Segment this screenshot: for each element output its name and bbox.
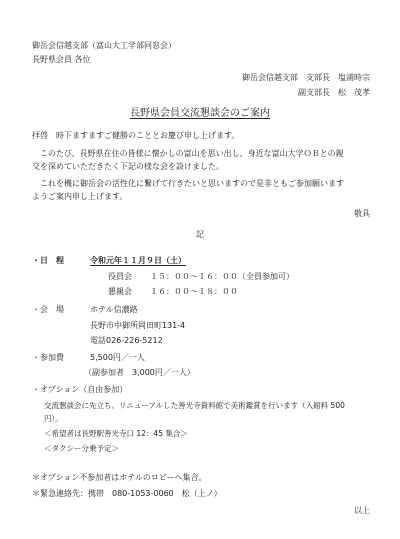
option-label: ・オプション（自由参加） <box>32 385 128 394</box>
date-value: 令和元年１１月９日（土） <box>90 256 186 265</box>
footer-note-1: ＊オプション不参加者はホテルのロビーへ集合。 <box>32 473 207 482</box>
venue-address: 長野市中御所岡田町131-4 <box>90 321 186 330</box>
sender-line-2: 副支部長 松 茂孝 <box>298 88 370 97</box>
footer-note-2: ＊緊急連絡先：携帯 080-1053-0060 松（上ノ） <box>32 489 222 498</box>
fee-note: （副参加者 3,000円／一人） <box>84 368 195 377</box>
greeting: 拝啓 時下ますますご健勝のこととお慶び申し上げます。 <box>32 131 240 140</box>
option-line-1: 交流懇談会に先立ち、リニューアルした善光寺資料館で美術鑑賞を行います（入館料 500 <box>44 401 345 410</box>
paragraph-1-line-2: 交を深めていただきたく下記の様な会を設けました。 <box>32 162 224 171</box>
fee-label: ・参加費 <box>32 353 64 362</box>
fee-value: 5,500円／一人 <box>90 353 145 362</box>
ijou: 以上 <box>354 506 370 515</box>
option-line-3: ＜希望者は長野駅善光寺口 12：45 集合＞ <box>44 429 188 438</box>
option-line-4: ＜タクシー分乗予定＞ <box>44 444 119 453</box>
meeting-label: 役員会 <box>108 272 132 281</box>
option-line-2: 円）。 <box>44 414 63 423</box>
paragraph-2-line-2: ようご案内申し上げます。 <box>32 192 128 201</box>
closing: 敬具 <box>354 209 370 218</box>
date-label: ・日 程 <box>32 256 64 265</box>
meeting-time: １５：００〜１６：００（全員参加可） <box>150 272 294 281</box>
sender-line-1: 御岳会信越支部 支部長 塩浦時宗 <box>242 73 370 82</box>
paragraph-1-line-1: このたび、長野県在住の皆様に懐かしの富山を思い出し、身近な富山大学ＯＢとの親 <box>40 149 344 158</box>
document-title: 長野県会員交流懇談会のご案内 <box>130 108 270 119</box>
venue-phone: 電話026-226-5212 <box>90 336 163 345</box>
sender-org: 御岳会信越支部（富山大工学部同窓会） <box>32 41 176 50</box>
paragraph-2-line-1: これを機に御岳会の活性化に繋げて行きたいと思いますので是非ともご参加願います <box>40 179 344 188</box>
party-label: 懇親会 <box>108 287 132 296</box>
party-time: １６：００〜１８：００ <box>150 287 238 296</box>
ki-heading: 記 <box>196 230 204 239</box>
venue-name: ホテル信濃路 <box>90 305 138 314</box>
recipient: 長野県会員 各位 <box>32 55 91 64</box>
venue-label: ・会 場 <box>32 305 64 314</box>
